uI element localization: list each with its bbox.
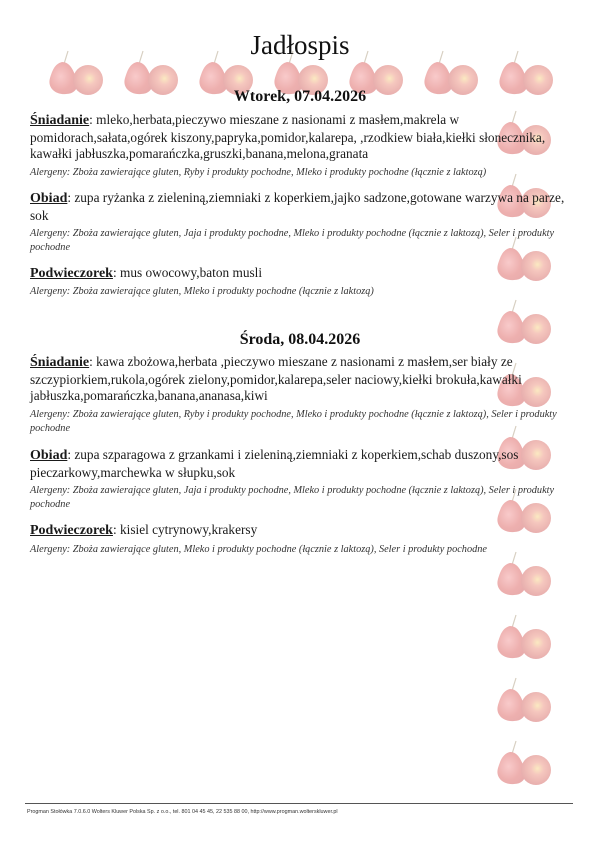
meal-sep: :	[112, 522, 117, 537]
meal-snack	[30, 522, 570, 540]
meal-sep: :	[89, 112, 93, 127]
pears-icon	[490, 740, 554, 786]
meal-text: kawa zbożowa,herbata ,pieczywo mieszane z nasionami z masłem,ser biały ze szczypiorkiem,rukola,ogórek zielony,pomidor,kalarepa,seler naciowy,kiełki brokuła,kawałki jabłuszka,pomarańczka,banana,ananasa,kiwi	[30, 354, 522, 403]
meal-label: Obiad	[30, 448, 68, 463]
meal-label: Obiad	[30, 191, 68, 206]
day-heading: Wtorek, 07.04.2026	[233, 88, 367, 105]
meal-snack	[30, 265, 570, 283]
meal-text: mus owocowy,baton musli	[116, 265, 263, 280]
page-title: Jadłospis	[250, 30, 350, 60]
footer-text: Progman Stołówka 7.0.6.0 Wolters Kluwer Polska Sp. z o.o., tel. 801 04 45 45, 22 535 88 00, http://www.progman.wolterskluwer.pl	[27, 809, 338, 815]
meal-text: mleko,herbata,pieczywo mieszane z nasionami z masłem,makrela w pomidorach,sałata,ogórek kiszony,papryka,pomidor,kalarepa, ,rzodkiew biała,kiełki słonecznika, kawałki jabłuszka,pomarańczka,gruszki,banana,melona,granata	[30, 112, 546, 161]
pears-icon	[490, 614, 554, 660]
meal-text: kisiel cytrynowy,krakersy	[116, 522, 258, 537]
meal-label: Śniadanie	[30, 355, 90, 370]
pears-icon	[490, 551, 554, 597]
day-heading: Środa, 08.04.2026	[239, 331, 361, 348]
allergens: Alergeny: Zboża zawierające gluten, Mleko i produkty pochodne (łącznie z laktozą), Seler i produkty pochodne	[30, 544, 487, 555]
meal-sep: :	[89, 354, 93, 369]
meal-breakfast	[30, 354, 570, 405]
allergens: Alergeny: Zboża zawierające gluten, Jaja i produkty pochodne, Mleko i produkty pochodne (łącznie z laktozą), Seler i produkty pochodne	[30, 485, 555, 510]
meal-lunch	[30, 447, 570, 481]
meal-text: zupa szparagowa z grzankami i zieleniną,ziemniaki z koperkiem,schab duszony,sos pieczarkowy,marchewka w słupku,sok	[30, 447, 519, 480]
meal-label: Śniadanie	[30, 113, 90, 128]
meal-lunch	[30, 190, 570, 224]
meal-sep: :	[112, 265, 117, 280]
meal-text: zupa ryżanka z zieleniną,ziemniaki z koperkiem,jajko sadzone,gotowane warzywa na parze, sok	[30, 190, 565, 223]
meal-label: Podwieczorek	[30, 523, 113, 538]
allergens: Alergeny: Zboża zawierające gluten, Jaja i produkty pochodne, Mleko i produkty pochodne (łącznie z laktozą), Seler i produkty pochodne	[30, 228, 555, 253]
allergens: Alergeny: Zboża zawierające gluten, Ryby i produkty pochodne, Mleko i produkty pochodne (łącznie z laktozą)	[30, 167, 487, 178]
allergens: Alergeny: Zboża zawierające gluten, Mleko i produkty pochodne (łącznie z laktozą)	[30, 286, 374, 297]
footer-divider	[25, 803, 573, 804]
meal-breakfast	[30, 112, 570, 163]
meal-sep: :	[67, 190, 72, 205]
allergens: Alergeny: Zboża zawierające gluten, Ryby i produkty pochodne, Mleko i produkty pochodne (łącznie z laktozą), Seler i produkty pochodne	[30, 409, 557, 434]
pears-icon	[490, 677, 554, 723]
meal-label: Podwieczorek	[30, 266, 113, 281]
meal-sep: :	[67, 447, 72, 462]
